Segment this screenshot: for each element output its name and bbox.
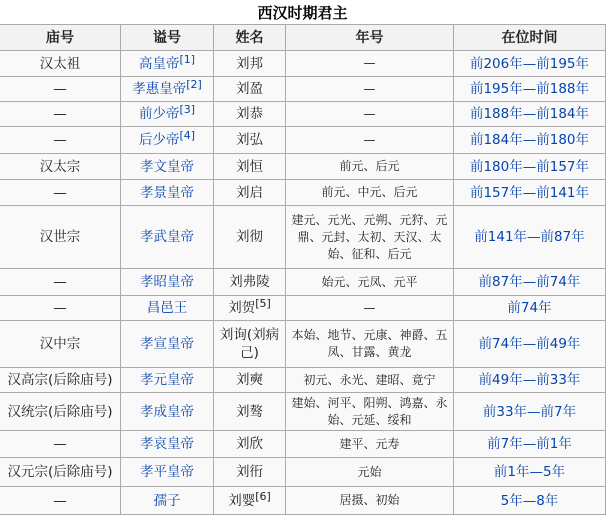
name-text: 刘彻 (236, 229, 263, 245)
temple-name (0, 431, 121, 458)
personal-name (214, 180, 286, 206)
emperors-table (0, 24, 606, 515)
table-row (0, 269, 606, 296)
reign-period (454, 368, 606, 393)
temple-text: — (53, 81, 67, 97)
table-row (0, 321, 606, 368)
era-text: 始元、元凤、元平 (321, 274, 418, 289)
posthumous-link[interactable]: 孺子 (153, 492, 181, 509)
reference-link[interactable]: [4] (179, 129, 196, 142)
reign-period (454, 487, 606, 515)
table-row (0, 154, 606, 180)
personal-name (214, 393, 286, 431)
posthumous-link[interactable]: 高皇帝 (138, 55, 180, 72)
posthumous-name (121, 206, 214, 269)
reign-period (454, 458, 606, 487)
era-text: 本始、地节、元康、神爵、五凤、甘露、黄龙 (291, 328, 448, 359)
table-row (0, 368, 606, 393)
posthumous-name (121, 154, 214, 180)
table-row (0, 51, 606, 77)
personal-name (214, 102, 286, 127)
temple-text: — (53, 274, 67, 290)
personal-name (214, 154, 286, 180)
posthumous-link[interactable]: 昌邑王 (146, 300, 188, 316)
era-text: 元始 (357, 464, 382, 479)
reign-link[interactable]: 前1年—5年 (493, 464, 566, 480)
temple-text: 汉太祖 (39, 55, 81, 72)
personal-name (214, 206, 286, 269)
name-text: 刘衎 (236, 464, 263, 480)
posthumous-name (121, 269, 214, 296)
temple-name (0, 321, 121, 368)
reference-link[interactable]: [1] (179, 52, 196, 66)
name-text: 刘骜 (236, 403, 263, 420)
name-text: 刘弘 (236, 132, 263, 148)
era-names (286, 154, 454, 180)
posthumous-link[interactable]: 孝元皇帝 (140, 372, 194, 388)
temple-text: 汉世宗 (39, 229, 81, 245)
reign-link[interactable]: 前49年—前33年 (478, 372, 581, 388)
era-text: 前元、中元、后元 (321, 185, 418, 199)
name-text: 刘盈 (236, 81, 263, 97)
header-row (0, 25, 606, 51)
posthumous-name (121, 102, 214, 127)
posthumous-name (121, 180, 214, 206)
reign-period (454, 51, 606, 77)
temple-text: 汉高宗(后除庙号) (7, 372, 113, 388)
era-text: 初元、永光、建昭、竟宁 (303, 372, 436, 387)
table-row (0, 102, 606, 127)
reign-period (454, 127, 606, 154)
reign-period (454, 206, 606, 269)
era-names (286, 393, 454, 431)
temple-name (0, 154, 121, 180)
posthumous-link[interactable]: 孝宣皇帝 (140, 336, 194, 352)
temple-text: — (53, 436, 67, 452)
era-names (286, 431, 454, 458)
temple-name (0, 77, 121, 102)
posthumous-name (121, 393, 214, 431)
era-text: 建平、元寿 (339, 436, 400, 451)
temple-text: 汉元宗(后除庙号) (7, 464, 113, 480)
posthumous-link[interactable]: 孝哀皇帝 (140, 436, 194, 452)
header-posthumous: 谥号 (121, 25, 214, 51)
table-row (0, 127, 606, 154)
reign-link[interactable]: 前74年 (507, 300, 552, 316)
era-names (286, 102, 454, 127)
era-text: 建元、元光、元朔、元狩、元鼎、元封、太初、天汉、太始、征和、后元 (291, 212, 448, 261)
posthumous-link[interactable]: 孝成皇帝 (140, 403, 194, 420)
era-text: 居摄、初始 (339, 493, 400, 507)
posthumous-link[interactable]: 孝惠皇帝 (132, 81, 187, 97)
table-row (0, 431, 606, 458)
reign-period (454, 321, 606, 368)
personal-name (214, 269, 286, 296)
reign-period (454, 269, 606, 296)
era-names (286, 77, 454, 102)
posthumous-name (121, 77, 214, 102)
reign-period (454, 431, 606, 458)
temple-name (0, 296, 121, 321)
era-text: — (363, 106, 376, 121)
name-text: 刘启 (236, 184, 263, 201)
era-text: — (363, 132, 376, 147)
name-text: 刘恒 (236, 158, 263, 175)
posthumous-link[interactable]: 后少帝 (138, 132, 180, 148)
header-temple: 庙号 (0, 25, 121, 51)
personal-name (214, 368, 286, 393)
temple-text: 汉太宗 (39, 158, 81, 175)
temple-name (0, 487, 121, 515)
posthumous-link[interactable]: 孝文皇帝 (140, 158, 194, 175)
reign-period (454, 296, 606, 321)
table-row (0, 393, 606, 431)
personal-name (214, 431, 286, 458)
personal-name (214, 296, 286, 321)
era-names (286, 458, 454, 487)
posthumous-name (121, 296, 214, 321)
reign-link[interactable]: 前74年—前49年 (478, 336, 581, 352)
posthumous-name (121, 458, 214, 487)
personal-name (214, 77, 286, 102)
posthumous-link[interactable]: 孝平皇帝 (140, 464, 194, 480)
personal-name (214, 321, 286, 368)
reign-period (454, 180, 606, 206)
name-text: 刘询(刘病己) (219, 327, 280, 361)
personal-name (214, 487, 286, 515)
temple-name (0, 393, 121, 431)
reference-link[interactable]: [3] (179, 103, 196, 116)
table-row (0, 77, 606, 102)
reign-link[interactable]: 前180年—前157年 (469, 158, 590, 175)
personal-name (214, 51, 286, 77)
table-row (0, 206, 606, 269)
era-names (286, 51, 454, 77)
posthumous-name (121, 127, 214, 154)
era-names (286, 368, 454, 393)
name-text: 刘贺 (228, 300, 256, 316)
posthumous-link[interactable]: 前少帝 (138, 106, 180, 122)
reign-period (454, 393, 606, 431)
posthumous-name (121, 431, 214, 458)
temple-text: — (53, 132, 67, 148)
temple-text: — (53, 106, 67, 122)
reign-link[interactable]: 前206年—前195年 (469, 55, 590, 72)
temple-text: 汉统宗(后除庙号) (7, 403, 113, 420)
temple-name (0, 458, 121, 487)
era-text: — (363, 81, 376, 96)
posthumous-name (121, 51, 214, 77)
temple-name (0, 51, 121, 77)
temple-name (0, 368, 121, 393)
reign-link[interactable]: 前141年—前87年 (474, 229, 585, 245)
name-text: 刘奭 (236, 372, 263, 388)
personal-name (214, 127, 286, 154)
posthumous-link[interactable]: 孝昭皇帝 (140, 274, 194, 290)
table-caption: 西汉时期君主 (257, 4, 348, 22)
temple-text: 汉中宗 (39, 336, 81, 352)
reign-period (454, 102, 606, 127)
posthumous-name (121, 321, 214, 368)
era-names (286, 296, 454, 321)
name-text: 刘邦 (236, 55, 263, 72)
posthumous-link[interactable]: 孝武皇帝 (140, 229, 194, 245)
table-row (0, 487, 606, 515)
name-text: 刘欣 (236, 436, 263, 452)
posthumous-link[interactable]: 孝景皇帝 (140, 184, 194, 201)
reference-link[interactable]: [6] (255, 489, 271, 503)
era-names (286, 321, 454, 368)
era-text: — (363, 56, 376, 70)
name-text: 刘恭 (236, 106, 263, 122)
header-era: 年号 (286, 25, 454, 51)
table-row (0, 458, 606, 487)
era-names (286, 487, 454, 515)
reign-link[interactable]: 前7年—前1年 (487, 436, 572, 452)
temple-text: — (53, 300, 67, 316)
reference-link[interactable]: [5] (255, 297, 271, 310)
temple-name (0, 269, 121, 296)
temple-name (0, 127, 121, 154)
name-text: 刘婴 (228, 492, 256, 509)
posthumous-name (121, 487, 214, 515)
reference-link[interactable]: [2] (186, 78, 202, 91)
temple-name (0, 180, 121, 206)
personal-name (214, 458, 286, 487)
reign-link[interactable]: 前87年—前74年 (478, 274, 581, 290)
era-text: 前元、后元 (339, 159, 400, 173)
reign-link[interactable]: 前188年—前184年 (469, 106, 590, 122)
reign-link[interactable]: 5年—8年 (500, 492, 559, 509)
reign-link[interactable]: 前157年—前141年 (469, 184, 590, 201)
posthumous-name (121, 368, 214, 393)
header-reign: 在位时间 (454, 25, 606, 51)
temple-name (0, 102, 121, 127)
table-row (0, 180, 606, 206)
era-names (286, 180, 454, 206)
era-names (286, 269, 454, 296)
era-text: — (363, 300, 376, 315)
reign-link[interactable]: 前184年—前180年 (469, 132, 590, 148)
era-names (286, 127, 454, 154)
era-names (286, 206, 454, 269)
header-name: 姓名 (214, 25, 286, 51)
reign-link[interactable]: 前33年—前7年 (482, 403, 577, 420)
table-row (0, 296, 606, 321)
reign-period (454, 154, 606, 180)
temple-name (0, 206, 121, 269)
name-text: 刘弗陵 (229, 274, 270, 290)
temple-text: — (53, 492, 67, 509)
temple-text: — (53, 184, 67, 201)
reign-link[interactable]: 前195年—前188年 (469, 81, 590, 97)
reign-period (454, 77, 606, 102)
era-text: 建始、河平、阳朔、鸿嘉、永始、元延、绥和 (291, 395, 448, 427)
